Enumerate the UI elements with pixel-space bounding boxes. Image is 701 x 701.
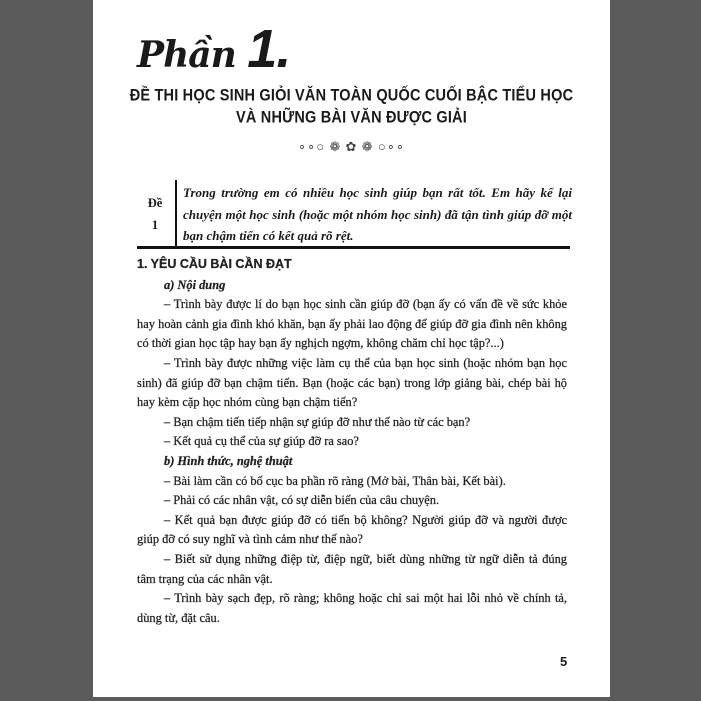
form-item: – Kết quả bạn được giúp đỡ có tiến bộ không? Người giúp đỡ và người được giúp đỡ có suy nghĩ và tình cảm như thế nào?: [137, 512, 567, 547]
form-item: – Bài làm cần có bố cục ba phần rõ ràng (Mở bài, Thân bài, Kết bài).: [164, 473, 506, 488]
content-item: – Trình bày được lí do bạn học sinh cần giúp đỡ (bạn ấy có vấn đề về sức khỏe hay hoàn cảnh gia đình khó khăn, bạn ấy phải lao động để giúp đỡ gia đình nên không có thời gian học tập hay bạn ấy nghịch ngợm, không chăm chỉ học tập?...): [137, 297, 567, 351]
book-page: [93, 0, 610, 697]
part-title: [137, 18, 290, 80]
content-item: – Kết quả cụ thể của sự giúp đỡ ra sao?: [164, 434, 359, 449]
exercise-box: [137, 180, 570, 249]
content-heading: a) Nội dung: [164, 277, 226, 292]
exercise-prompt: Trong trường em có nhiều học sinh giúp bạn rất tốt. Em hãy kể lại chuyện một học sinh (hoặc một nhóm học sinh) đã tận tình giúp đỡ một bạn chậm tiến có kết quả rõ rệt.: [183, 185, 572, 243]
section-body: [137, 255, 567, 628]
section-title: 1. YÊU CẦU BÀI CẦN ĐẠT: [137, 257, 292, 271]
exercise-label-word: Đề: [147, 196, 163, 210]
form-heading: b) Hình thức, nghệ thuật: [164, 453, 293, 468]
form-item: – Biết sử dụng những điệp từ, điệp ngữ, biết dùng những từ ngữ diễn tả đúng tâm trạng của các nhân vật.: [137, 551, 567, 586]
exercise-number: 1: [151, 218, 159, 232]
content-item: – Bạn chậm tiến tiếp nhận sự giúp đỡ như thế nào từ các bạn?: [164, 414, 471, 429]
form-item: – Phải có các nhân vật, có sự diễn biến của câu chuyện.: [164, 493, 440, 508]
part-number: 1: [247, 19, 277, 79]
ornament-divider-icon: ∘∘○ ❁ ✿ ❁ ○∘∘: [298, 139, 405, 154]
form-item: – Trình bày sạch đẹp, rõ ràng; không hoặc chỉ sai một hai lỗi nhỏ về chính tả, dùng từ, đặt câu.: [137, 591, 567, 625]
exercise-divider: [175, 180, 177, 247]
page-number: 5: [560, 654, 568, 669]
chapter-heading-line2: VÀ NHỮNG BÀI VĂN ĐƯỢC GIẢI: [236, 108, 467, 128]
part-dot: .: [276, 19, 291, 79]
part-word: Phần: [137, 34, 236, 76]
chapter-heading-line1: ĐỀ THI HỌC SINH GIỎI VĂN TOÀN QUỐC CUỐI BẬC TIỂU HỌC: [129, 86, 574, 106]
exercise-label: [137, 192, 173, 236]
content-item: – Trình bày được những việc làm cụ thể của bạn học sinh (hoặc nhóm bạn học sinh) đã giúp đỡ bạn chậm tiến. Bạn (hoặc các bạn) trong lớp giảng bài, chép bài hộ hay kèm cặp học nhóm cùng bạn chậm tiến?: [137, 355, 567, 410]
